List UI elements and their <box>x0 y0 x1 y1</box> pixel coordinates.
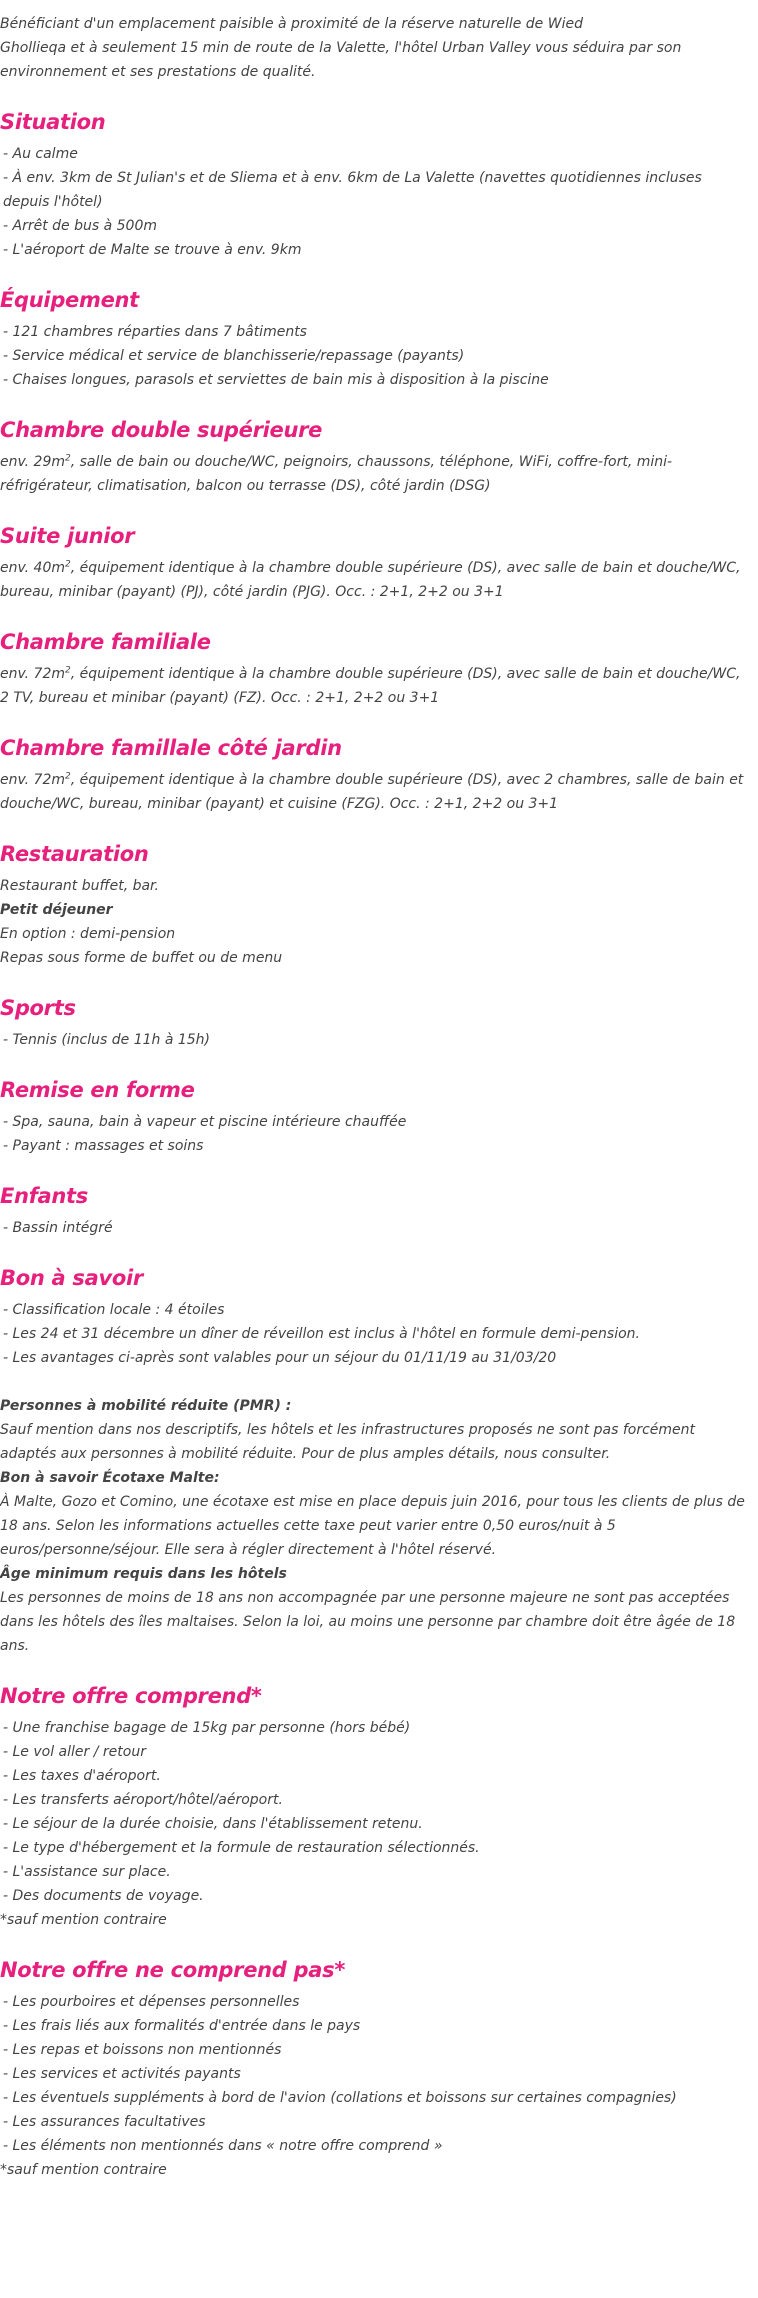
enfants-list <box>0 1216 748 1240</box>
area-unit-sup: 2 <box>64 559 71 570</box>
comprend-list <box>0 1716 748 1908</box>
list-item: - Les 24 et 31 décembre un dîner de réveillon est inclus à l'hôtel en formule demi-pension. <box>3 1326 640 1342</box>
section-sports <box>0 993 748 1052</box>
list-item: - Les services et activités payants <box>3 2066 241 2082</box>
list-item: - Les assurances facultatives <box>3 2114 206 2130</box>
pmr-title: Personnes à mobilité réduite (PMR) : <box>0 1398 292 1414</box>
ecotaxe-text: À Malte, Gozo et Comino, une écotaxe est mise en place depuis juin 2016, pour tous les clients de plus de 18 ans. Selon les informations actuelles cette taxe peut varier entre 0,50 euros/nuit à 5 euros/personne/séjour. Elle sera à régler directement à l'hôtel réservé. <box>0 1494 745 1558</box>
room-description <box>0 768 748 816</box>
section-enfants <box>0 1181 748 1240</box>
room-text: , salle de bain ou douche/WC, peignoirs, chaussons, téléphone, WiFi, coffre-fort, mini-réfrigérateur, climatisation, balcon ou terrasse (DS), côté jardin (DSG) <box>0 454 673 494</box>
list-item: - Les repas et boissons non mentionnés <box>3 2042 282 2058</box>
footnote: *sauf mention contraire <box>0 1912 167 1928</box>
restauration-breakfast: Petit déjeuner <box>0 902 113 918</box>
room-description <box>0 556 748 604</box>
room-text: , équipement identique à la chambre double supérieure (DS), avec salle de bain et douche/WC, bureau, minibar (payant) (PJ), côté jardin (PJG). Occ. : 2+1, 2+2 ou 3+1 <box>0 560 741 600</box>
restauration-line: En option : demi-pension <box>0 926 176 942</box>
list-item: - Des documents de voyage. <box>3 1888 204 1904</box>
list-item: - Une franchise bagage de 15kg par personne (hors bébé) <box>3 1720 411 1736</box>
list-item: - Payant : massages et soins <box>3 1138 204 1154</box>
section-room-familiale <box>0 627 748 710</box>
restauration-line: Restaurant buffet, bar. <box>0 878 159 894</box>
list-item: - Le type d'hébergement et la formule de restauration sélectionnés. <box>3 1840 480 1856</box>
section-room-suite <box>0 521 748 604</box>
room-area: env. 40m <box>0 560 65 576</box>
section-equipement <box>0 285 748 392</box>
list-item: - Au calme <box>3 146 78 162</box>
section-offre-ne-comprend-pas <box>0 1955 748 2182</box>
section-title: Équipement <box>0 288 139 312</box>
section-title: Chambre double supérieure <box>0 418 323 442</box>
ne-comprend-list <box>0 1990 748 2158</box>
list-item: - Le séjour de la durée choisie, dans l'établissement retenu. <box>3 1816 423 1832</box>
section-title: Sports <box>0 996 76 1020</box>
list-item: - L'assistance sur place. <box>3 1864 171 1880</box>
section-situation <box>0 107 748 262</box>
ecotaxe-title: Bon à savoir Écotaxe Malte: <box>0 1470 220 1486</box>
restauration-line: Repas sous forme de buffet ou de menu <box>0 950 283 966</box>
list-item: - L'aéroport de Malte se trouve à env. 9km <box>3 242 302 258</box>
age-text: Les personnes de moins de 18 ans non accompagnée par une personne majeure ne sont pas acceptées dans les hôtels des îles maltaises. Selon la loi, au moins une personne par chambre doit être âgée de 18 ans. <box>0 1590 736 1654</box>
list-item: - Classification locale : 4 étoiles <box>3 1302 225 1318</box>
section-title: Notre offre ne comprend pas* <box>0 1958 346 1982</box>
section-title: Chambre famillale côté jardin <box>0 736 342 760</box>
room-text: , équipement identique à la chambre double supérieure (DS), avec 2 chambres, salle de bain et douche/WC, bureau, minibar (payant) et cuisine (FZG). Occ. : 2+1, 2+2 ou 3+1 <box>0 772 744 812</box>
spacer <box>0 1370 748 1394</box>
list-item: - Les pourboires et dépenses personnelles <box>3 1994 300 2010</box>
list-item: - Chaises longues, parasols et serviettes de bain mis à disposition à la piscine <box>3 372 549 388</box>
room-description <box>0 662 748 710</box>
area-unit-sup: 2 <box>64 453 71 464</box>
list-item: - Arrêt de bus à 500m <box>3 218 157 234</box>
list-item: - Les éventuels suppléments à bord de l'avion (collations et boissons sur certaines compagnies) <box>3 2090 677 2106</box>
section-bon-a-savoir <box>0 1263 748 1658</box>
bon-list <box>0 1298 748 1370</box>
forme-list <box>0 1110 748 1158</box>
section-offre-comprend <box>0 1681 748 1932</box>
section-room-familiale-jardin <box>0 733 748 816</box>
footnote: *sauf mention contraire <box>0 2162 167 2178</box>
list-item: - Les transferts aéroport/hôtel/aéroport. <box>3 1792 283 1808</box>
section-title: Restauration <box>0 842 149 866</box>
section-title: Suite junior <box>0 524 135 548</box>
intro <box>0 12 748 84</box>
room-area: env. 72m <box>0 666 65 682</box>
section-restauration <box>0 839 748 970</box>
area-unit-sup: 2 <box>64 771 71 782</box>
area-unit-sup: 2 <box>64 665 71 676</box>
pmr-text: Sauf mention dans nos descriptifs, les hôtels et les infrastructures proposés ne sont pas forcément adaptés aux personnes à mobilité réduite. Pour de plus amples détails, nous consulter. <box>0 1422 696 1462</box>
list-item: - Spa, sauna, bain à vapeur et piscine intérieure chauffée <box>3 1114 407 1130</box>
section-title: Chambre familiale <box>0 630 211 654</box>
list-item: - Le vol aller / retour <box>3 1744 146 1760</box>
equipement-list <box>0 320 748 392</box>
section-room-double <box>0 415 748 498</box>
room-text: , équipement identique à la chambre double supérieure (DS), avec salle de bain et douche/WC, 2 TV, bureau et minibar (payant) (FZ). Occ. : 2+1, 2+2 ou 3+1 <box>0 666 741 706</box>
list-item: - À env. 3km de St Julian's et de Sliema et à env. 6km de La Valette (navettes quotidiennes incluses depuis l'hôtel) <box>3 170 702 210</box>
room-description <box>0 450 748 498</box>
situation-list <box>0 142 748 262</box>
room-area: env. 72m <box>0 772 65 788</box>
intro-line: Ghollieqa et à seulement 15 min de route de la Valette, l'hôtel Urban Valley vous séduira par son environnement et ses prestations de qualité. <box>0 40 682 80</box>
section-title: Enfants <box>0 1184 88 1208</box>
list-item: - Service médical et service de blanchisserie/repassage (payants) <box>3 348 465 364</box>
list-item: - Bassin intégré <box>3 1220 113 1236</box>
age-title: Âge minimum requis dans les hôtels <box>0 1566 287 1582</box>
section-title: Bon à savoir <box>0 1266 143 1290</box>
section-title: Remise en forme <box>0 1078 195 1102</box>
sports-list <box>0 1028 748 1052</box>
section-remise-en-forme <box>0 1075 748 1158</box>
list-item: - Les éléments non mentionnés dans « notre offre comprend » <box>3 2138 443 2154</box>
list-item: - Les avantages ci-après sont valables pour un séjour du 01/11/19 au 31/03/20 <box>3 1350 557 1366</box>
list-item: - Tennis (inclus de 11h à 15h) <box>3 1032 211 1048</box>
intro-line: Bénéficiant d'un emplacement paisible à proximité de la réserve naturelle de Wied <box>0 16 583 32</box>
list-item: - Les frais liés aux formalités d'entrée dans le pays <box>3 2018 361 2034</box>
list-item: - Les taxes d'aéroport. <box>3 1768 161 1784</box>
room-area: env. 29m <box>0 454 65 470</box>
list-item: - 121 chambres réparties dans 7 bâtiments <box>3 324 307 340</box>
section-title: Notre offre comprend* <box>0 1684 262 1708</box>
section-title: Situation <box>0 110 106 134</box>
